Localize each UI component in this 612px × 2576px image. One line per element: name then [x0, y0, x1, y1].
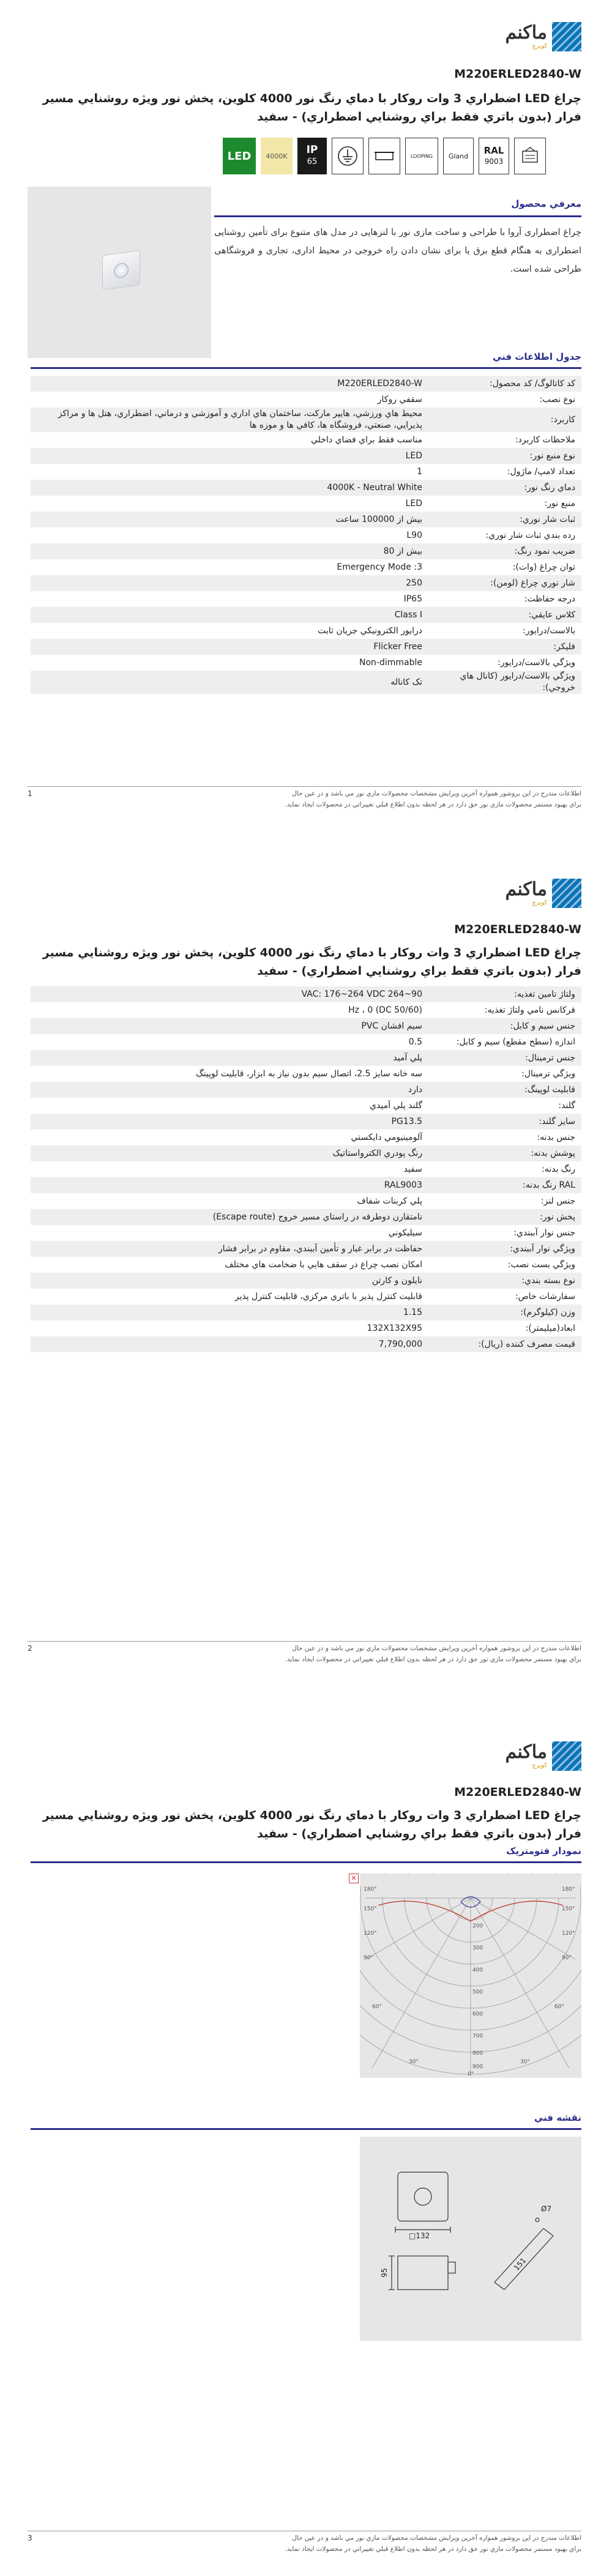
spec-key: سفارشات خاص:	[428, 1289, 581, 1305]
product-code: M220ERLED2840-W	[454, 1785, 581, 1799]
spec-row	[31, 1050, 581, 1066]
spec-row	[31, 1034, 581, 1050]
spec-key: جنس سيم و کابل:	[428, 1018, 581, 1034]
specs-heading-text: جدول اطلاعات فني	[493, 351, 581, 362]
spec-row	[31, 1336, 581, 1352]
spec-value: پلي آميد	[31, 1050, 428, 1066]
page-number: 1	[28, 789, 32, 798]
spec-key: ويژگي بالاست/درايور:	[428, 655, 581, 671]
spec-key: گلند:	[428, 1098, 581, 1114]
brand-wordmark: ماکنم	[505, 22, 547, 43]
footer-2	[28, 1641, 581, 1663]
page-3	[0, 1719, 612, 2576]
spec-row	[31, 1114, 581, 1130]
spec-value: L90	[31, 527, 428, 543]
angle-label-right-0: 180°	[562, 1886, 575, 1893]
dim-width-label: □132	[409, 2232, 430, 2240]
spec-row	[31, 480, 581, 496]
spec-value: سيم افشان PVC	[31, 1018, 428, 1034]
spec-value: PG13.5	[31, 1114, 428, 1130]
spec-row	[31, 448, 581, 464]
spec-key: فليکر:	[428, 639, 581, 655]
cct-badge	[261, 138, 293, 174]
radial-label-7: 900	[472, 2064, 483, 2070]
technical-drawing-svg	[360, 2137, 581, 2341]
spec-row	[31, 1289, 581, 1305]
spec-value: RAL9003	[31, 1177, 428, 1193]
angle-label-left-1: 150°	[364, 1906, 377, 1912]
spec-value: 7,790,000	[31, 1336, 428, 1352]
spec-key: ويژگي نوار آببندي:	[428, 1241, 581, 1257]
spec-row	[31, 432, 581, 448]
spec-row	[31, 655, 581, 671]
color-swatch-icon	[519, 145, 541, 167]
gland-badge-label: Gland	[448, 152, 469, 160]
spec-key: ويژگي بالاست/درايور (کانال هاي خروجي):	[428, 671, 581, 694]
footer-line-1: اطلاعات مندرج در اين بروشور همواره آخرين ويرايش مشخصات محصولات مازي نور مي باشد و در عين حال	[292, 2534, 581, 2542]
mounting-icon	[368, 138, 400, 174]
spec-key: پوشش بدنه:	[428, 1145, 581, 1161]
page-1	[0, 0, 612, 857]
spec-value: بيش از 80	[31, 543, 428, 559]
spec-row	[31, 1257, 581, 1273]
spec-key: جنس بدنه:	[428, 1130, 581, 1145]
spec-value: سفيد	[31, 1161, 428, 1177]
looping-badge-label: LOOPING	[410, 153, 433, 159]
photometric-heading-text: نمودار فتومتريک	[506, 1845, 581, 1856]
spec-key: رنگ بدنه:	[428, 1161, 581, 1177]
spec-key: وزن (کيلوگرم):	[428, 1305, 581, 1320]
dim-hole-label: Ø7	[541, 2205, 552, 2213]
spec-key: جنس ترمينال:	[428, 1050, 581, 1066]
radial-label-0: 200	[472, 1923, 483, 1929]
spec-key: سايز گلند:	[428, 1114, 581, 1130]
spec-key: نوع نصب:	[428, 392, 581, 408]
spec-row	[31, 1066, 581, 1082]
spec-row	[31, 1320, 581, 1336]
footer-line-1: اطلاعات مندرج در اين بروشور همواره آخرين ويرايش مشخصات محصولات مازي نور مي باشد و در عين حال	[292, 1645, 581, 1652]
spec-value: VAC: 176~264 VDC 264~90	[31, 986, 428, 1002]
page-number: 2	[28, 1644, 32, 1653]
radial-label-5: 700	[472, 2033, 483, 2039]
photometric-diagram	[360, 1874, 581, 2078]
spec-key: نوع بسته بندي:	[428, 1273, 581, 1289]
spec-key: ضريب نمود رنگ:	[428, 543, 581, 559]
spec-key: قيمت مصرف کننده (ريال):	[428, 1336, 581, 1352]
spec-key: ملاحظات کاربرد:	[428, 432, 581, 448]
spec-value: سه خانه سايز 2.5، اتصال سيم بدون نياز به ابزار، قابليت لوپينگ	[31, 1066, 428, 1082]
surface-mount-icon	[373, 147, 395, 165]
spec-value: حفاظت در برابر غبار و تأمين آببندي، مقاوم در برابر فشار	[31, 1241, 428, 1257]
spec-row	[31, 1209, 581, 1225]
spec-key: جنس لنز:	[428, 1193, 581, 1209]
spec-row	[31, 1305, 581, 1320]
radial-label-4: 600	[472, 2011, 483, 2017]
feature-badges	[31, 138, 581, 181]
spec-value: 4000K - Neutral White	[31, 480, 428, 496]
footer-line-1: اطلاعات مندرج در اين بروشور همواره آخرين ويرايش مشخصات محصولات مازي نور مي باشد و در عين حال	[292, 790, 581, 797]
spec-value: LED	[31, 496, 428, 512]
brand-subtitle: کوپرچ	[532, 43, 547, 50]
ip-badge	[297, 138, 327, 174]
spec-value: IP65	[31, 591, 428, 607]
spec-value: پلي کربنات شفاف	[31, 1193, 428, 1209]
spec-row	[31, 591, 581, 607]
angle-label-right-3: 90°	[562, 1955, 572, 1961]
gland-badge	[443, 138, 474, 174]
angle-label-right-1: 150°	[562, 1906, 575, 1912]
photometric-heading	[31, 1843, 581, 1863]
spec-row	[31, 1241, 581, 1257]
cct-badge-label: 4000K	[266, 152, 288, 160]
spec-row	[31, 1002, 581, 1018]
spec-row	[31, 607, 581, 623]
brand-logo	[465, 1738, 581, 1772]
spec-row	[31, 1225, 581, 1241]
dim-cut-label: 151	[512, 2256, 528, 2273]
ral-badge-number: 9003	[484, 157, 504, 166]
product-code: M220ERLED2840-W	[454, 923, 581, 936]
spec-key: پخش نور:	[428, 1209, 581, 1225]
spec-value: مناسب فقط براي فضاي داخلي	[31, 432, 428, 448]
spec-key: بالاست/درايور:	[428, 623, 581, 639]
spec-row	[31, 512, 581, 527]
spec-row	[31, 408, 581, 432]
angle-label-right-4: 60°	[554, 2004, 564, 2010]
intro-text: چراغ اضطراری آروا با طراحی و ساخت مازی نور با لنزهایی در مدل های متنوع برای تأمین روشنایی اضطراری به هنگام قطع برق یا برای نشان دادن راه خروجی در محیط اداری، تجاری و فروشگاهی طراحی شده است.	[214, 228, 581, 274]
radial-label-3: 500	[472, 1989, 483, 1995]
product-photo	[28, 187, 211, 358]
led-badge	[223, 138, 256, 174]
close-icon[interactable]: ✕	[349, 1874, 359, 1883]
product-code: M220ERLED2840-W	[454, 67, 581, 81]
specs-table-2	[31, 986, 581, 1352]
looping-badge	[405, 138, 438, 174]
spec-row	[31, 623, 581, 639]
spec-value: قابليت کنترل پذير با باتري مرکزي، قابليت کنترل پذير	[31, 1289, 428, 1305]
spec-value: 1.15	[31, 1305, 428, 1320]
ip-badge-number: 65	[307, 157, 318, 166]
polar-chart	[360, 1874, 581, 2078]
footer-line-2: براي بهبود مستمر محصولات مازي نور حق دارد در هر لحظه بدون اطلاع قبلي تغييراتي در محصولات ايجاد نمايد.	[285, 1656, 581, 1663]
spec-key: جنس نوار آببندي:	[428, 1225, 581, 1241]
angle-label-left-5: 30°	[409, 2059, 419, 2065]
spec-key: ابعاد(ميليمتر):	[428, 1320, 581, 1336]
dim-height-label: 95	[380, 2268, 389, 2277]
ral-badge	[479, 138, 509, 174]
product-title: چراغ LED اضطراري 3 وات روکار با دماي رنگ نور 4000 کلوين، پخش نور ويژه روشنايي مسير فرار (بدون باتري فقط براي روشنايي اضطراري) - سفيد	[42, 946, 581, 978]
spec-key: دماي رنگ نور:	[428, 480, 581, 496]
brand-logo	[465, 18, 581, 53]
spec-key: ويژگي ترمينال:	[428, 1066, 581, 1082]
spec-key: درجه حفاظت:	[428, 591, 581, 607]
product-title: چراغ LED اضطراري 3 وات روکار با دماي رنگ نور 4000 کلوين، پخش نور ويژه روشنايي مسير فرار (بدون باتري فقط براي روشنايي اضطراري) - سفيد	[42, 1809, 581, 1841]
brand-logo-icon	[552, 879, 581, 908]
intro-heading-text: معرفي محصول	[511, 198, 581, 209]
spec-value: LED	[31, 448, 428, 464]
class-1-earth-icon	[332, 138, 364, 174]
spec-value: Flicker Free	[31, 639, 428, 655]
footer-note	[92, 2533, 581, 2555]
spec-value: نايلون و کارتن	[31, 1273, 428, 1289]
color-sample-badge	[514, 138, 546, 174]
ral-badge-label: RAL	[483, 145, 504, 156]
angle-label-left-0: 180°	[364, 1886, 377, 1893]
spec-row	[31, 1130, 581, 1145]
spec-value: M220ERLED2840-W	[31, 376, 428, 392]
angle-label-bottom: 0°	[468, 2071, 474, 2077]
spec-value: 1	[31, 464, 428, 480]
spec-value: امکان نصب چراغ در سقف هايي با ضخامت هاي مختلف	[31, 1257, 428, 1273]
spec-key: کلاس عايقي:	[428, 607, 581, 623]
spec-value: Emergency Mode :3	[31, 559, 428, 575]
technical-drawing	[360, 2137, 581, 2341]
spec-value: گلند پلي آميدي	[31, 1098, 428, 1114]
spec-value: Non-dimmable	[31, 655, 428, 671]
spec-row	[31, 986, 581, 1002]
spec-key: نوع منبع نور:	[428, 448, 581, 464]
brand-wordmark: ماکنم	[505, 1741, 547, 1763]
page-2	[0, 857, 612, 1713]
spec-row	[31, 1161, 581, 1177]
spec-row	[31, 392, 581, 408]
spec-key: ويژگي بست نصب:	[428, 1257, 581, 1273]
spec-key: منبع نور:	[428, 496, 581, 512]
spec-row	[31, 575, 581, 591]
earth-symbol-icon	[337, 146, 358, 166]
footer-1	[28, 786, 581, 808]
spec-value: رنگ پودري الکترواستاتيک	[31, 1145, 428, 1161]
brand-logo-icon	[552, 22, 581, 51]
spec-key: فرکانس نامي ولتاژ تغذيه:	[428, 1002, 581, 1018]
spec-row	[31, 1193, 581, 1209]
spec-row	[31, 671, 581, 694]
spec-key: RAL رنگ بدنه:	[428, 1177, 581, 1193]
angle-label-right-5: 30°	[520, 2059, 530, 2065]
product-lamp-image	[102, 250, 140, 291]
spec-key: شار نوري چراغ (لومن):	[428, 575, 581, 591]
specs-table-1	[31, 376, 581, 694]
spec-value: تک کاناله	[31, 671, 428, 694]
radial-label-1: 300	[472, 1945, 483, 1951]
spec-value: درايور الکترونيکي جريان ثابت	[31, 623, 428, 639]
spec-row	[31, 1018, 581, 1034]
product-title: چراغ LED اضطراري 3 وات روکار با دماي رنگ نور 4000 کلوين، پخش نور ويژه روشنايي مسير فرار (بدون باتري فقط براي روشنايي اضطراري) - سفيد	[42, 92, 581, 124]
spec-key: کاربرد:	[428, 408, 581, 432]
spec-value: 0.5	[31, 1034, 428, 1050]
spec-key: رده بندي ثبات شار نوري:	[428, 527, 581, 543]
drawing-heading-text: نقشه فني	[534, 2112, 581, 2123]
brand-logo-icon	[552, 1741, 581, 1771]
brand-subtitle: کوپرچ	[532, 1762, 547, 1769]
footer-note	[92, 1643, 581, 1665]
page-number: 3	[28, 2534, 32, 2542]
spec-value: نامتقارن دوطرفه در راستاي مسير خروج (Escape route)	[31, 1209, 428, 1225]
spec-row	[31, 376, 581, 392]
spec-row	[31, 1082, 581, 1098]
angle-label-left-4: 60°	[372, 2004, 382, 2010]
specs-heading	[31, 349, 581, 369]
footer-line-2: براي بهبود مستمر محصولات مازي نور حق دارد در هر لحظه بدون اطلاع قبلي تغييراتي در محصولات ايجاد نمايد.	[285, 801, 581, 808]
spec-value: سقفي روکار	[31, 392, 428, 408]
spec-key: قابليت لوپينگ:	[428, 1082, 581, 1098]
spec-row	[31, 464, 581, 480]
spec-value: 250	[31, 575, 428, 591]
spec-value: سيليکوني	[31, 1225, 428, 1241]
spec-value: دارد	[31, 1082, 428, 1098]
spec-value: محيط هاي ورزشي، هايپر مارکت، ساختمان هاي اداري و آموزشي و درماني، اضطراري، هتل ها و مراکز پذيرايي، صنعتي، فروشگاه ها، کافي ها و موزه ها	[31, 408, 428, 432]
spec-row	[31, 639, 581, 655]
spec-row	[31, 496, 581, 512]
spec-row	[31, 1145, 581, 1161]
spec-key: ولتاژ تامين تغذيه:	[428, 986, 581, 1002]
radial-label-6: 800	[472, 2050, 483, 2057]
intro-heading	[214, 196, 581, 217]
spec-value: آلومينيومي دايکستي	[31, 1130, 428, 1145]
spec-row	[31, 527, 581, 543]
footer-note	[92, 788, 581, 810]
led-badge-label: LED	[227, 149, 252, 163]
spec-key: ثبات شار نوري:	[428, 512, 581, 527]
angle-label-left-2: 120°	[364, 1930, 377, 1937]
spec-key: اندازه (سطح مقطع) سيم و کابل:	[428, 1034, 581, 1050]
ip-badge-label: IP	[306, 144, 318, 156]
angle-label-right-2: 120°	[562, 1930, 575, 1937]
spec-value: بيش از 100000 ساعت	[31, 512, 428, 527]
spec-value: 132X132X95	[31, 1320, 428, 1336]
spec-row	[31, 543, 581, 559]
drawing-heading	[31, 2110, 581, 2130]
brand-logo	[465, 875, 581, 909]
spec-row	[31, 1273, 581, 1289]
spec-key: کد کاتالوگ/ کد محصول:	[428, 376, 581, 392]
radial-label-2: 400	[472, 1967, 483, 1973]
spec-key: تعداد لامپ/ ماژول:	[428, 464, 581, 480]
angle-label-left-3: 90°	[364, 1955, 373, 1961]
spec-row	[31, 1177, 581, 1193]
spec-value: Class I	[31, 607, 428, 623]
spec-row	[31, 559, 581, 575]
brand-wordmark: ماکنم	[505, 879, 547, 900]
spec-value: (Hz ، 0 (DC 50/60	[31, 1002, 428, 1018]
spec-key: توان چراغ (وات):	[428, 559, 581, 575]
footer-line-2: براي بهبود مستمر محصولات مازي نور حق دارد در هر لحظه بدون اطلاع قبلي تغييراتي در محصولات ايجاد نمايد.	[285, 2545, 581, 2553]
brand-subtitle: کوپرچ	[532, 899, 547, 906]
spec-row	[31, 1098, 581, 1114]
